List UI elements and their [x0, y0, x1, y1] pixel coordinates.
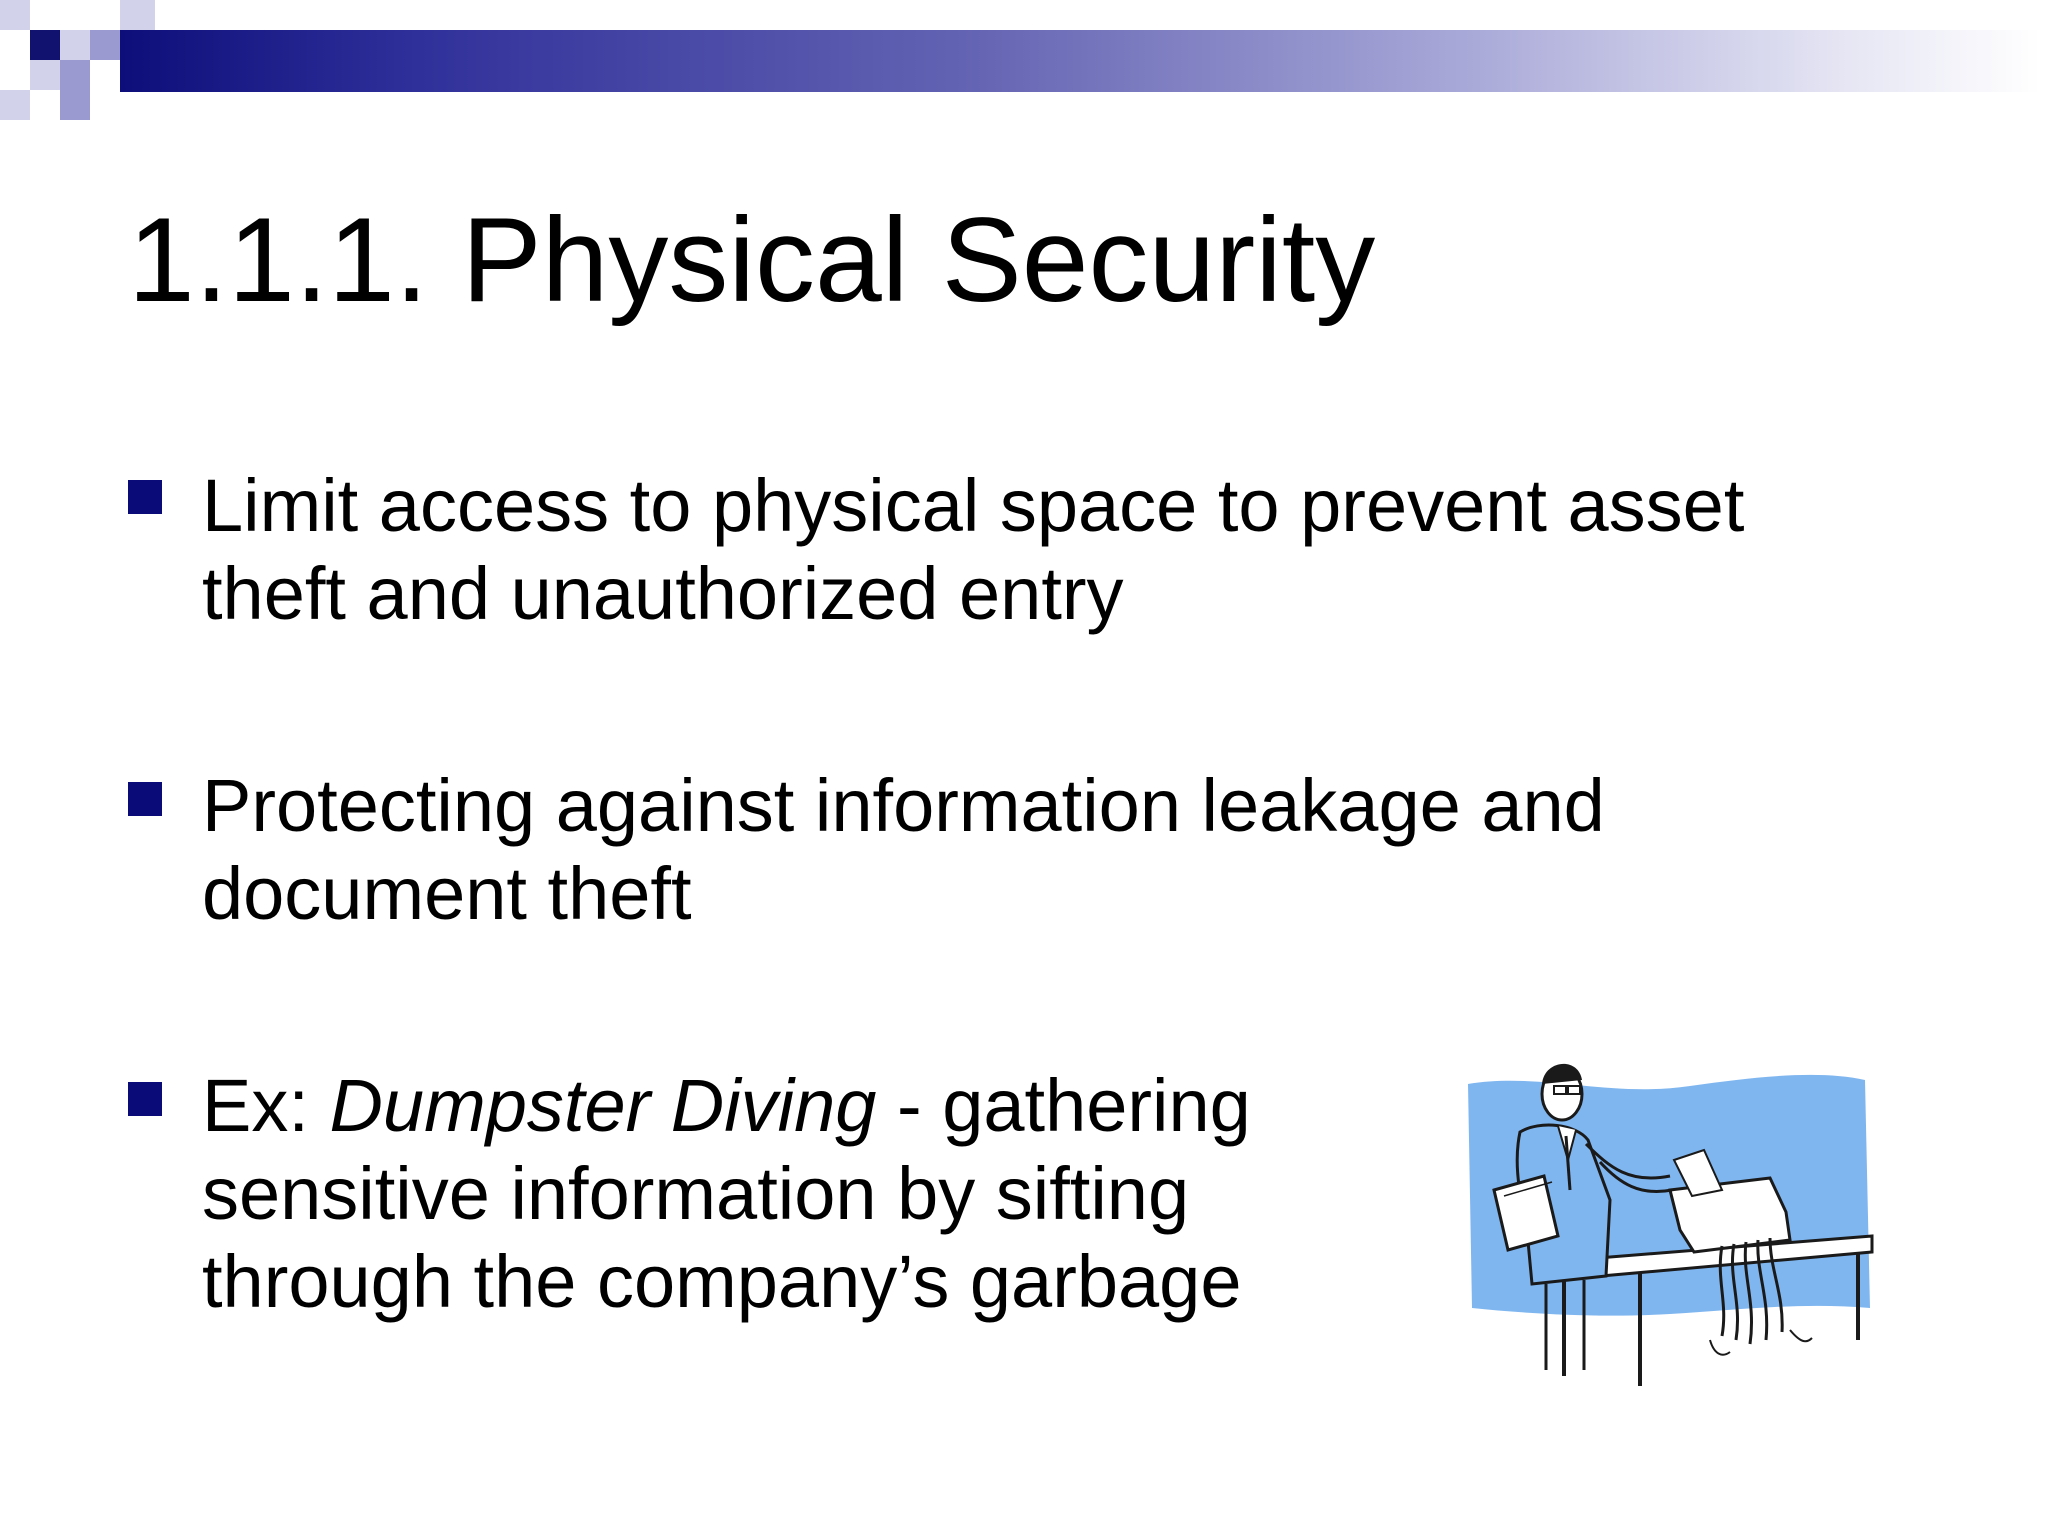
decor-square — [60, 90, 90, 120]
header-gradient-band — [120, 30, 2040, 92]
example-term: Dumpster Diving — [329, 1064, 877, 1147]
slide-title: 1.1.1. Physical Security — [128, 193, 1376, 327]
bullet-item — [202, 762, 1605, 938]
bullet-marker — [128, 480, 162, 514]
example-suffix: - gathering — [876, 1064, 1251, 1147]
bullet-marker — [128, 1082, 162, 1116]
bullet-line: through the company’s garbage — [202, 1240, 1242, 1323]
bullet-line: sensitive information by sifting — [202, 1152, 1190, 1235]
bullet-line: Limit access to physical space to prevent asset — [202, 464, 1745, 547]
decor-square — [90, 30, 120, 60]
decor-square — [60, 30, 90, 60]
bullet-item — [202, 462, 1744, 638]
bullet-line: theft and unauthorized entry — [202, 552, 1124, 635]
bullet-line: Protecting against information leakage and — [202, 764, 1605, 847]
bullet-line: document theft — [202, 852, 692, 935]
decor-square — [120, 0, 155, 30]
example-prefix: Ex: — [202, 1064, 330, 1147]
decor-square — [30, 30, 60, 60]
decor-square — [60, 60, 90, 90]
shredder-clipart — [1460, 1040, 1880, 1390]
bullet-marker — [128, 782, 162, 816]
decor-square — [30, 60, 60, 90]
decor-square — [0, 90, 30, 120]
decor-square — [0, 0, 30, 30]
bullet-line — [202, 1062, 1251, 1150]
bullet-item — [202, 1062, 1251, 1326]
